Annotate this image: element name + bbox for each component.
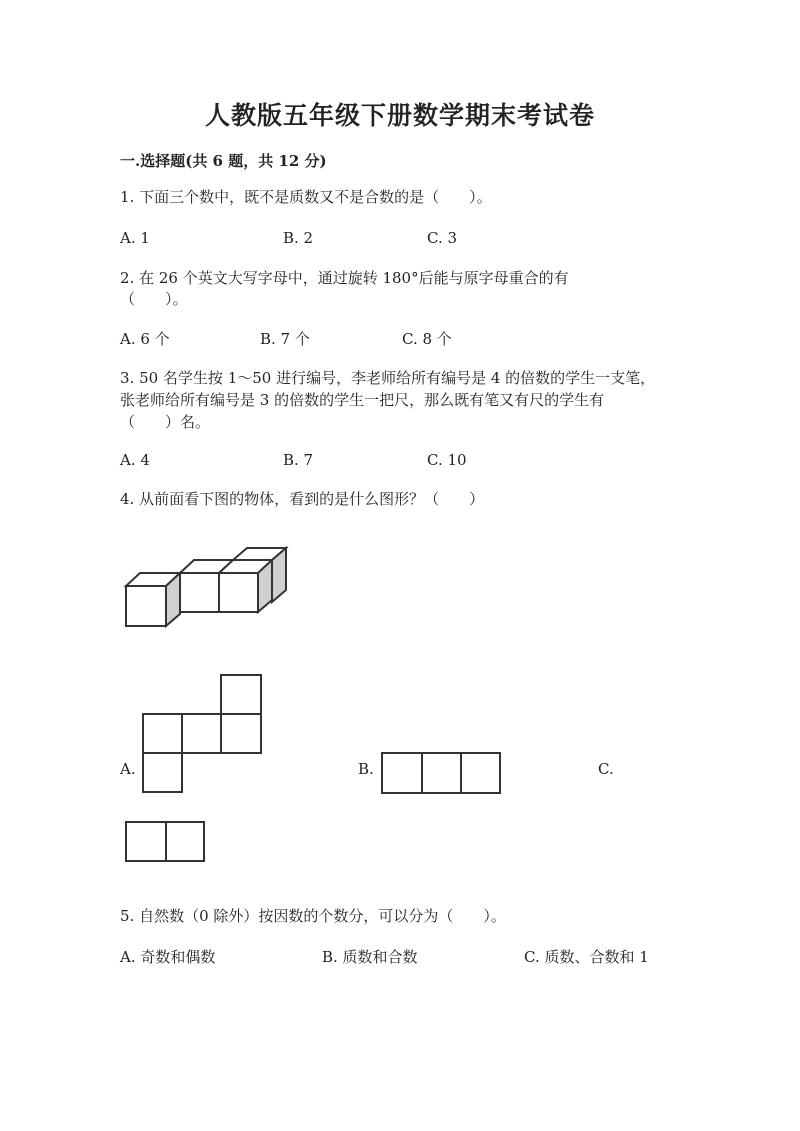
q2-option-c[interactable]: C. 8 个 [402, 330, 452, 348]
q4-option-c-label[interactable]: C. [598, 760, 614, 778]
q3-option-b[interactable]: B. 7 [283, 451, 314, 469]
q5-option-a[interactable]: A. 奇数和偶数 [120, 948, 216, 966]
q2-option-a[interactable]: A. 6 个 [120, 330, 170, 348]
exam-title: 人教版五年级下册数学期末考试卷 [204, 101, 595, 130]
q1-option-a[interactable]: A. 1 [120, 229, 150, 247]
q4-option-a-label[interactable]: A. [120, 760, 136, 778]
question-4-stem: 4. 从前面看下图的物体，看到的是什么图形？（ ） [120, 490, 485, 508]
q3-option-c[interactable]: C. 10 [427, 451, 467, 469]
q1-option-c[interactable]: C. 3 [427, 229, 458, 247]
question-3-stem-line-2: 张老师给所有编号是 3 的倍数的学生一把尺，那么既有笔又有尺的学生有 [120, 391, 605, 409]
q2-option-b[interactable]: B. 7 个 [260, 330, 310, 348]
q1-option-b[interactable]: B. 2 [283, 229, 314, 247]
section-heading: 一.选择题(共 6 题，共 12 分) [120, 152, 327, 170]
q5-option-b[interactable]: B. 质数和合数 [322, 948, 418, 966]
question-1-stem: 1. 下面三个数中，既不是质数又不是合数的是（ ）。 [120, 188, 492, 206]
question-3-stem-line-1: 3. 50 名学生按 1～50 进行编号，李老师给所有编号是 4 的倍数的学生一支笔， [120, 369, 656, 387]
question-3-stem-line-3: （ ）名。 [120, 413, 211, 431]
question-5-stem: 5. 自然数（0 除外）按因数的个数分，可以分为（ ）。 [120, 907, 506, 925]
q5-option-c[interactable]: C. 质数、合数和 1 [524, 948, 649, 966]
q3-option-a[interactable]: A. 4 [120, 451, 150, 469]
question-2-stem-line-1: 2. 在 26 个英文大写字母中，通过旋转 180°后能与原字母重合的有 [120, 269, 569, 287]
q4-option-b-label[interactable]: B. [358, 760, 374, 778]
question-2-stem-line-2: （ ）。 [120, 290, 188, 308]
